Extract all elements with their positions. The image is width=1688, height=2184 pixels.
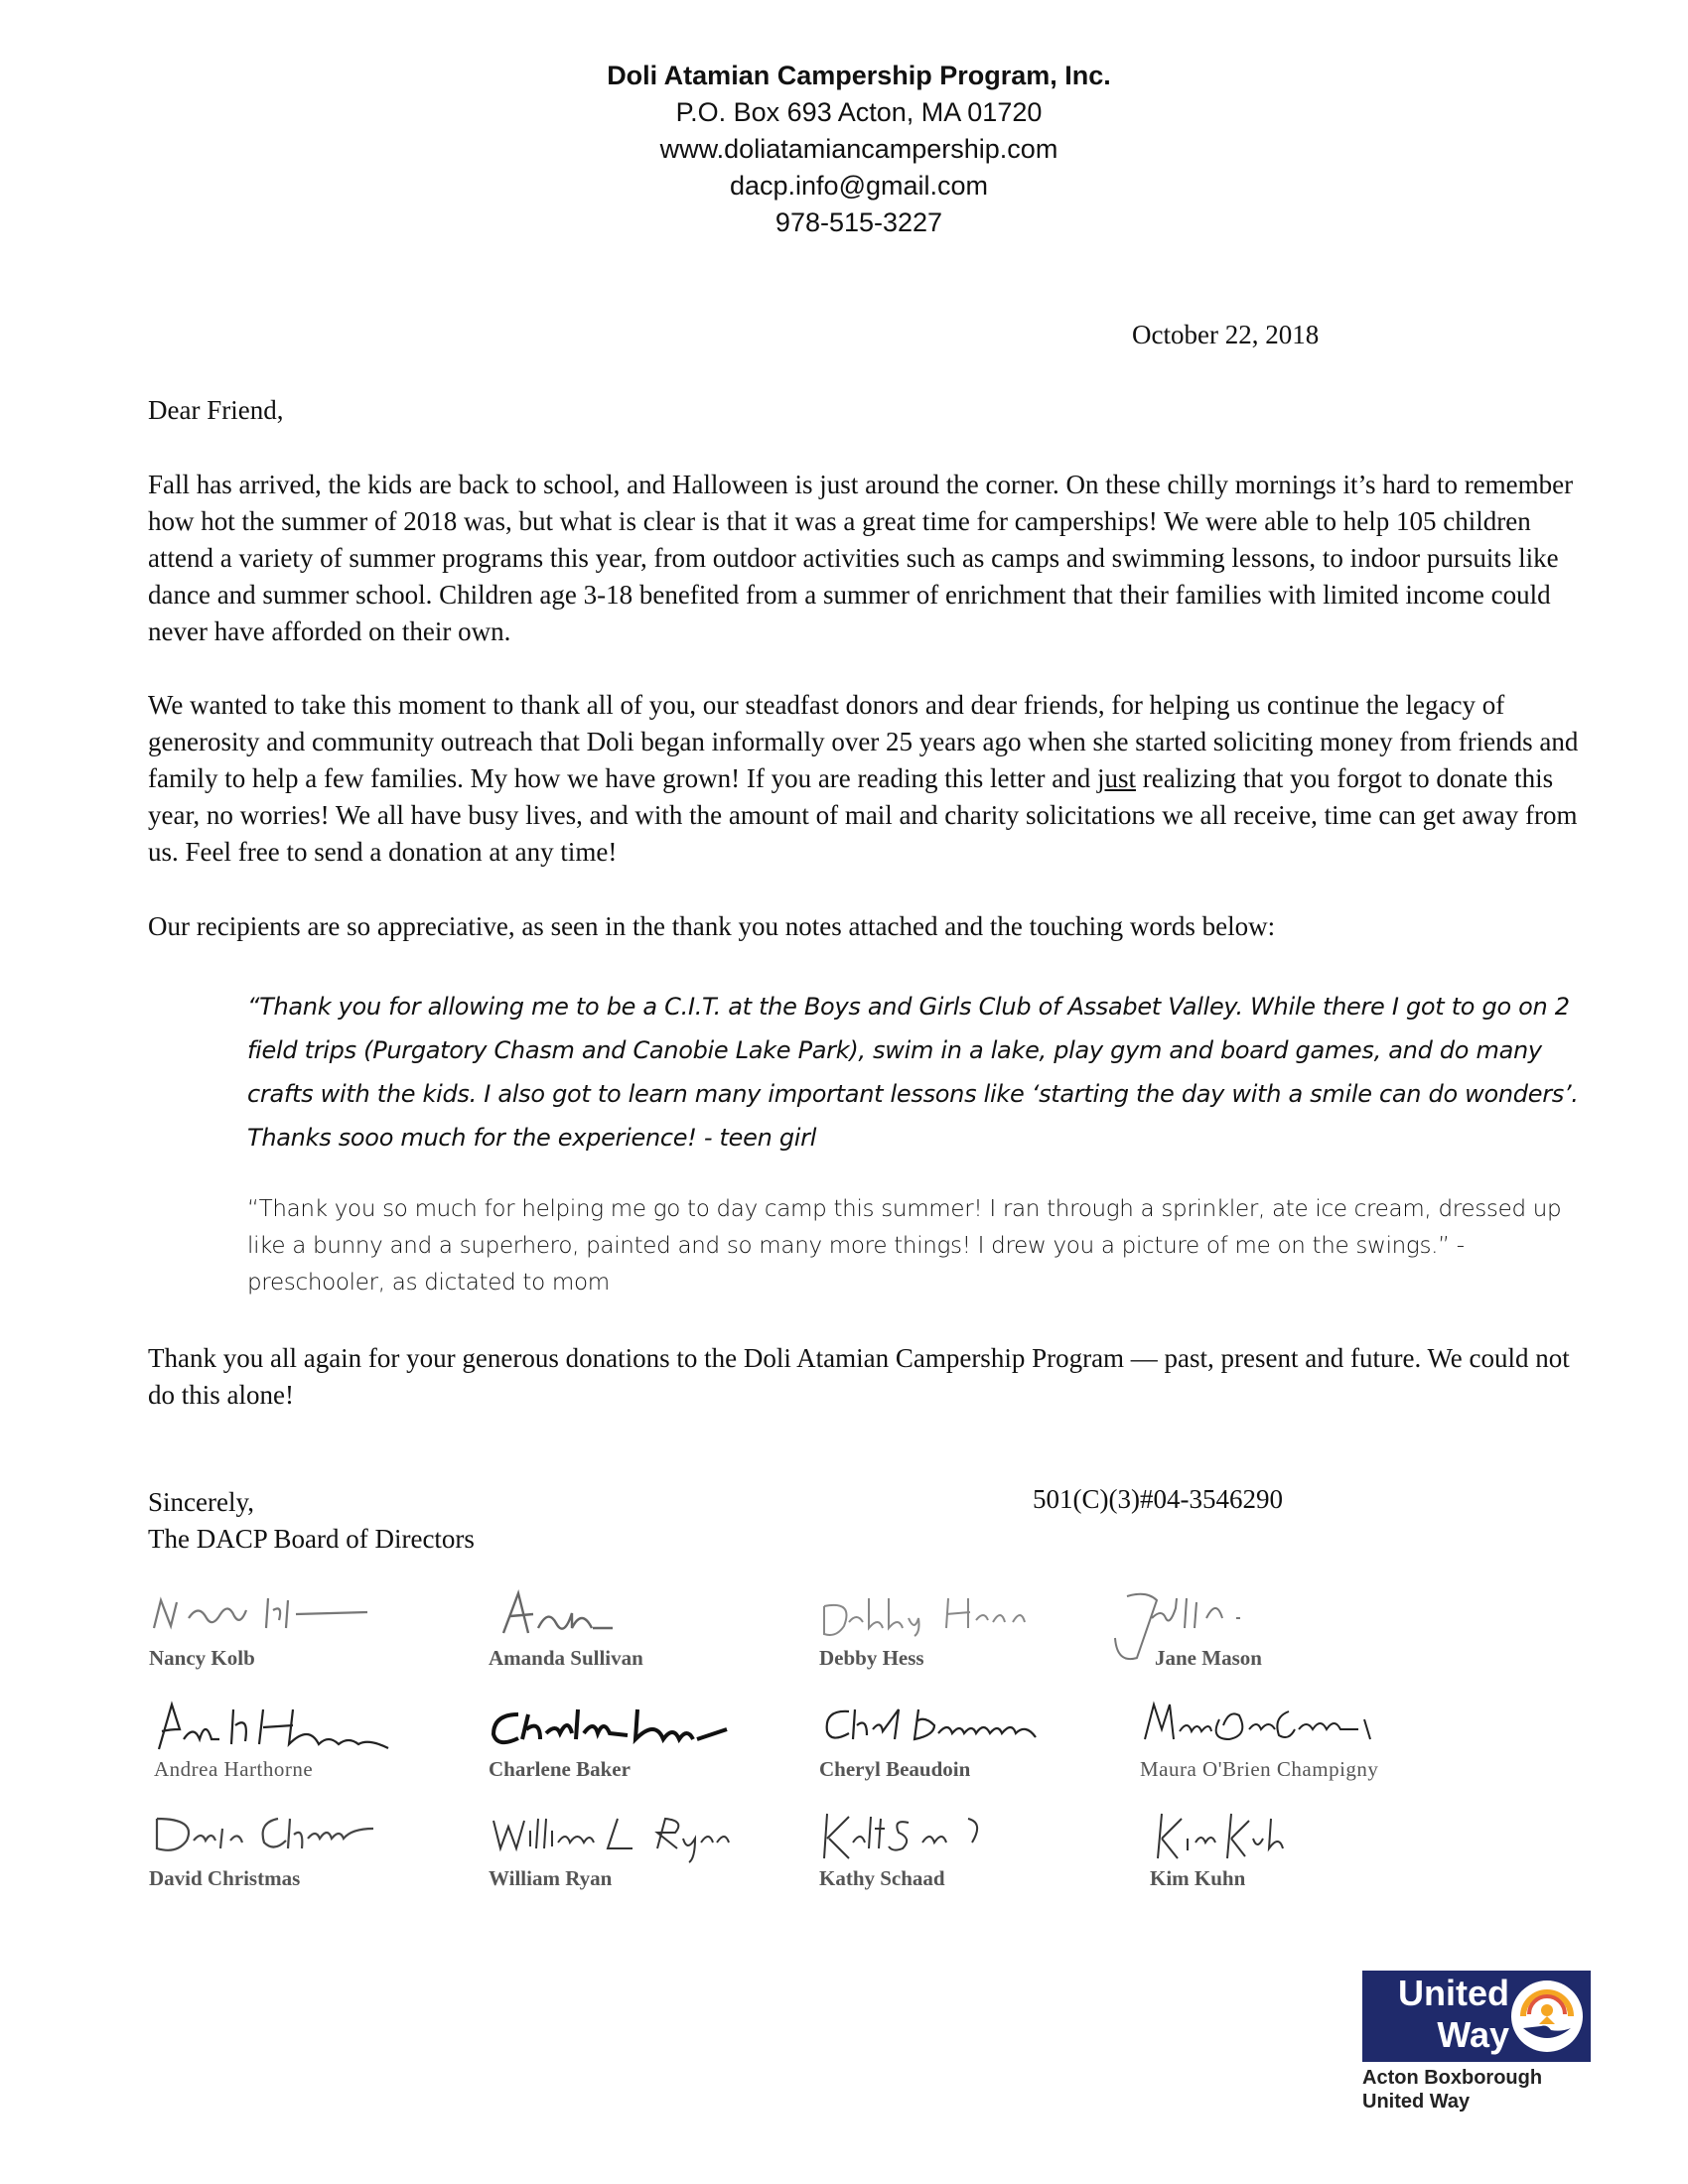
handwritten-signature [149,1588,447,1648]
org-phone: 978-515-3227 [774,207,943,237]
underlined-word: just [1096,763,1136,793]
letterhead [0,58,1688,241]
handwritten-signature [149,1809,447,1868]
signature-william-ryan [489,1809,806,1918]
letter-date: October 22, 2018 [1132,320,1320,349]
logo-wordmark: United Way [1398,1973,1509,2055]
handwritten-signature [819,1700,1117,1759]
paragraph-intro: Fall has arrived, the kids are back to school, and Halloween is just around the corner. On these chilly mornings it’s hard to remember how hot the summer of 2018 was, but what is clear is that it was a great time for camperships! We were able to help 105 children attend a variety of summer programs this year, from outdoor activities such as camps and swimming lessons, to indoor pursuits like dance and summer school. Children age 3-18 benefited from a summer of enrichment that their families with limited income could never have afforded on their own. [148,470,1574,646]
paragraph-thanks-part2: realizing that you forgot to donate this year, no worries! We all have busy lives, and with the amount of mail and charity solicitations we all receive, time can get away from us. Feel free to send a donation at any time! [148,763,1578,867]
handwritten-signature [489,1809,786,1868]
signer-name: Kim Kuhn [1150,1866,1246,1890]
handwritten-signature [1142,1809,1440,1868]
paragraph-closing: Thank you all again for your generous donations to the Doli Atamian Campership Program — past, present and future. We could not do this alone! [148,1343,1570,1410]
signer-name: Amanda Sullivan [489,1646,643,1670]
signature-andrea-harthorne [154,1700,472,1809]
org-address: P.O. Box 693 Acton, MA 01720 [675,97,1043,127]
signer-name: Debby Hess [819,1646,924,1670]
signature-debby-hess [819,1588,1137,1698]
paragraph-recipients: Our recipients are so appreciative, as seen in the thank you notes attached and the touching words below: [148,911,1276,941]
signature-amanda-sullivan [489,1588,806,1698]
united-way-badge [1362,1971,1591,2062]
signoff: The DACP Board of Directors [148,1524,475,1554]
handwritten-signature [154,1700,452,1759]
signature-charlene-baker [489,1700,806,1809]
org-website: www.doliatamiancampership.com [659,134,1058,164]
logo-subtitle: Acton Boxborough United Way [1362,2067,1543,2113]
paragraph-thanks [148,687,1598,871]
handwritten-signature [819,1809,1117,1868]
signer-name: Cheryl Beaudoin [819,1757,971,1781]
signature-nancy-kolb [149,1588,467,1698]
signature-cheryl-beaudoin [819,1700,1137,1809]
signature-jane-mason [1107,1588,1425,1698]
handwritten-signature [489,1588,786,1648]
signer-name: Maura O'Brien Champigny [1140,1757,1379,1781]
signoff-block [148,1484,475,1558]
signature-kim-kuhn [1142,1809,1460,1918]
org-name: Doli Atamian Campership Program, Inc. [607,61,1111,90]
united-way-logo [1362,1971,1591,2114]
signer-name: Charlene Baker [489,1757,631,1781]
united-way-hand-icon [1511,1980,1583,2052]
signature-maura-obrien-champigny [1140,1700,1458,1809]
signature-kathy-schaad [819,1809,1137,1918]
signature-david-christmas [149,1809,467,1918]
signer-name: Nancy Kolb [149,1646,255,1670]
signer-name: Jane Mason [1155,1646,1262,1670]
signer-name: Kathy Schaad [819,1866,945,1890]
handwritten-signature [489,1700,786,1759]
signer-name: David Christmas [149,1866,301,1890]
closing: Sincerely, [148,1487,254,1517]
signer-name: Andrea Harthorne [154,1757,314,1781]
signer-name: William Ryan [489,1866,613,1890]
handwritten-signature [819,1588,1117,1648]
org-email: dacp.info@gmail.com [729,171,989,201]
tax-id: 501(C)(3)#04-3546290 [1033,1484,1283,1514]
salutation: Dear Friend, [148,395,284,425]
paragraph-thanks-part1: We wanted to take this moment to thank all of you, our steadfast donors and dear friends, for helping us continue the legacy of generosity and community outreach that Doli began informally over 25 years ago when she started soliciting money from friends and family to help a few families. My how we have grown! If you are reading this letter and [148,690,1579,793]
quote-preschooler: “Thank you so much for helping me go to day camp this summer! I ran through a sprinkler, ate ice cream, dressed up like a bunny and a superhero, painted and so many more things! I drew you a picture of me on the swings.” - preschooler, as dictated to mom [247,1196,1562,1296]
handwritten-signature [1140,1700,1438,1759]
quote-teen: “Thank you for allowing me to be a C.I.T. at the Boys and Girls Club of Assabet Valley. While there I got to go on 2 field trips (Purgatory Chasm and Canobie Lake Park), swim in a lake, play gym and board games, and do many crafts with the kids. I also got to learn many important lessons like ‘starting the day with a smile can do wonders’. Thanks sooo much for the experience! - teen girl [247,993,1579,1152]
